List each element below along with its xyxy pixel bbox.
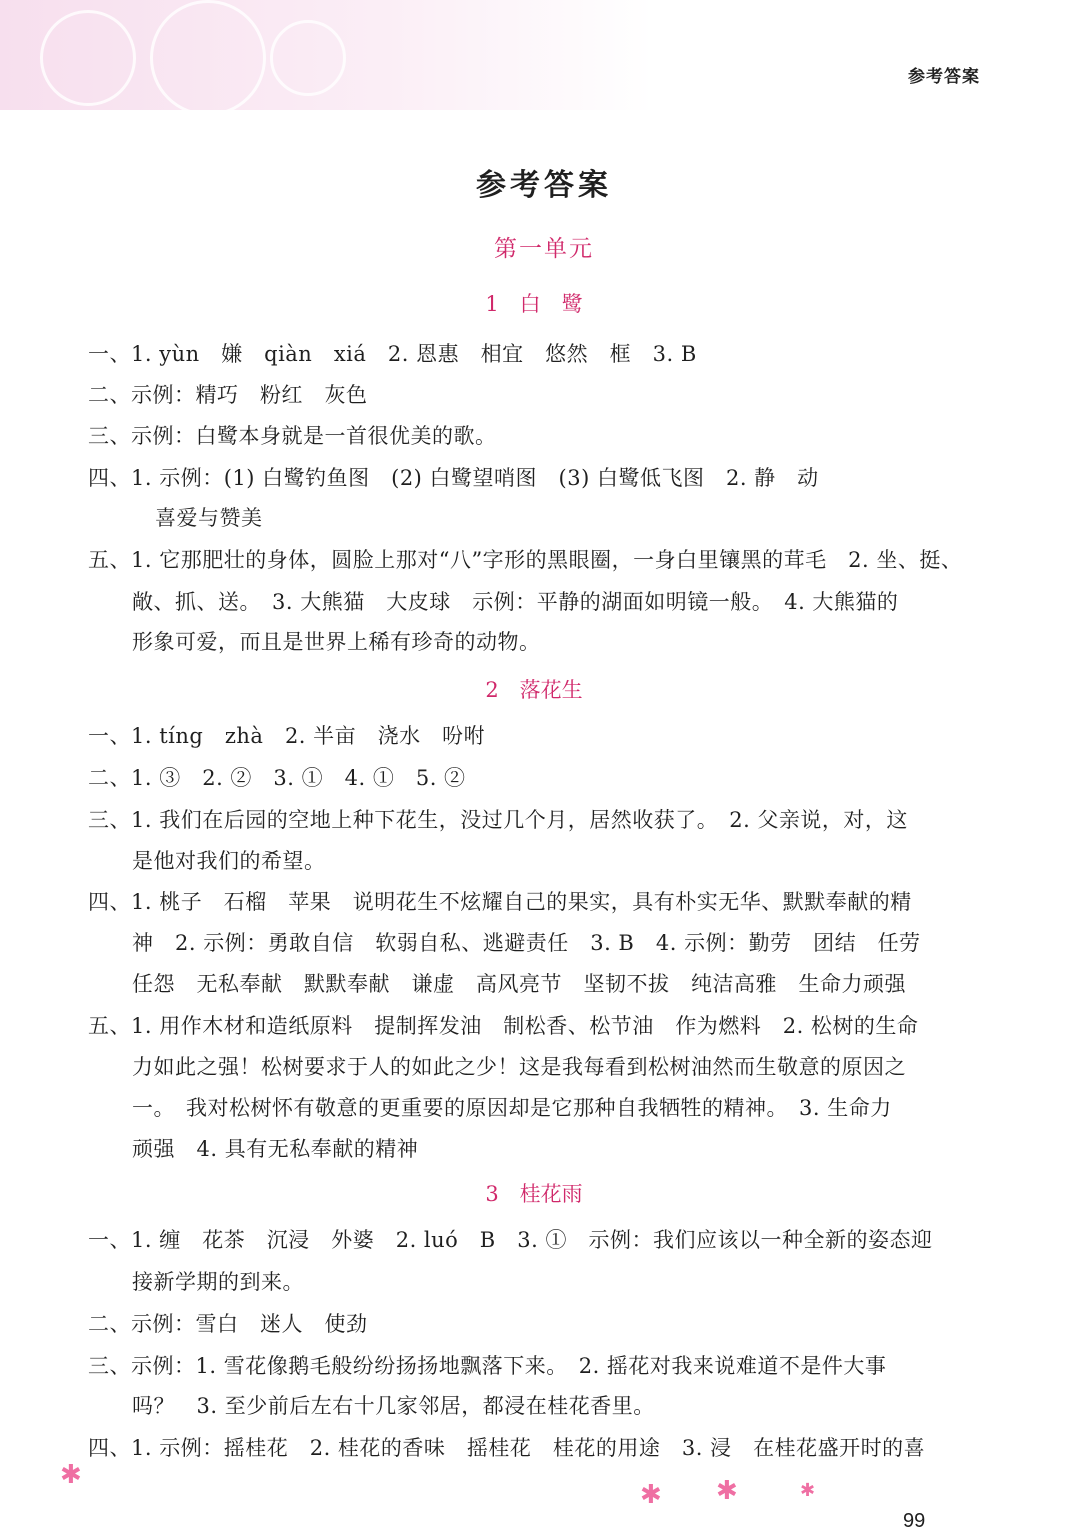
answer-line: 喜爱与赞美 <box>155 506 263 530</box>
answer-line: 二、示例：精巧 粉红 灰色 <box>88 383 368 407</box>
section-heading: 2 落花生 <box>485 678 583 702</box>
answer-line: 二、1. ③ 2. ② 3. ① 4. ① 5. ② <box>88 766 466 790</box>
header-banner <box>0 0 1088 110</box>
answer-line: 顽强 4. 具有无私奉献的精神 <box>132 1137 419 1161</box>
page-title: 参考答案 <box>476 168 612 203</box>
answer-line: 一、1. tíng zhà 2. 半亩 浇水 吩咐 <box>88 724 486 748</box>
flower-icon: ✱ <box>60 1460 82 1490</box>
answer-line: 接新学期的到来。 <box>132 1270 304 1294</box>
answer-line: 三、示例：白鹭本身就是一首很优美的歌。 <box>88 424 497 448</box>
decorative-circle <box>40 10 136 106</box>
section-heading: 3 桂花雨 <box>485 1182 583 1206</box>
section-heading: 1 白 鹭 <box>485 292 583 316</box>
answer-line: 三、示例：1. 雪花像鹅毛般纷纷扬扬地飘落下来。 2. 摇花对我来说难道不是件大事 <box>88 1354 887 1378</box>
page-number: 99 <box>903 1510 926 1532</box>
answer-line: 三、1. 我们在后园的空地上种下花生，没过几个月，居然收获了。 2. 父亲说，对，这 <box>88 808 908 832</box>
answer-line: 一、1. yùn 嫌 qiàn xiá 2. 恩惠 相宜 悠然 框 3. B <box>88 342 697 366</box>
answer-line: 四、1. 桃子 石榴 苹果 说明花生不炫耀自己的果实，具有朴实无华、默默奉献的精 <box>88 890 912 914</box>
answer-line: 一。 我对松树怀有敬意的更重要的原因却是它那种自我牺牲的精神。 3. 生命力 <box>132 1096 892 1120</box>
answer-line: 二、示例：雪白 迷人 使劲 <box>88 1312 368 1336</box>
decorative-circle <box>150 0 266 116</box>
answer-line: 形象可爱，而且是世界上稀有珍奇的动物。 <box>132 630 541 654</box>
answer-line: 任怨 无私奉献 默默奉献 谦虚 高风亮节 坚韧不拔 纯洁高雅 生命力顽强 <box>132 972 906 996</box>
answer-line: 是他对我们的希望。 <box>132 849 326 873</box>
flower-icon: ✱ <box>716 1476 738 1506</box>
answer-line: 四、1. 示例：(1) 白鹭钓鱼图 (2) 白鹭望哨图 (3) 白鹭低飞图 2. 静 动 <box>88 466 819 490</box>
answer-line: 一、1. 缠 花茶 沉浸 外婆 2. luó B 3. ① 示例：我们应该以一种全新的姿态迎 <box>88 1228 933 1252</box>
flower-icon: ✱ <box>800 1480 816 1501</box>
answer-line: 五、1. 用作木材和造纸原料 提制挥发油 制松香、松节油 作为燃料 2. 松树的生命 <box>88 1014 919 1038</box>
running-header: 参考答案 <box>908 67 980 87</box>
unit-title: 第一单元 <box>494 236 594 262</box>
flower-icon: ✱ <box>640 1480 662 1510</box>
answer-line: 五、1. 它那肥壮的身体，圆脸上那对“八”字形的黑眼圈，一身白里镶黑的茸毛 2. 坐、挺、 <box>88 548 963 572</box>
answer-line: 吗？ 3. 至少前后左右十几家邻居，都浸在桂花香里。 <box>132 1394 655 1418</box>
answer-line: 神 2. 示例：勇敢自信 软弱自私、逃避责任 3. B 4. 示例：勤劳 团结 任劳 <box>132 931 921 955</box>
answer-line: 四、1. 示例：摇桂花 2. 桂花的香味 摇桂花 桂花的用途 3. 浸 在桂花盛开时的喜 <box>88 1436 926 1460</box>
answer-line: 力如此之强！松树要求于人的如此之少！这是我每看到松树油然而生敬意的原因之 <box>132 1055 906 1079</box>
answer-line: 敞、抓、送。 3. 大熊猫 大皮球 示例：平静的湖面如明镜一般。 4. 大熊猫的 <box>132 590 899 614</box>
decorative-circle <box>270 20 346 96</box>
